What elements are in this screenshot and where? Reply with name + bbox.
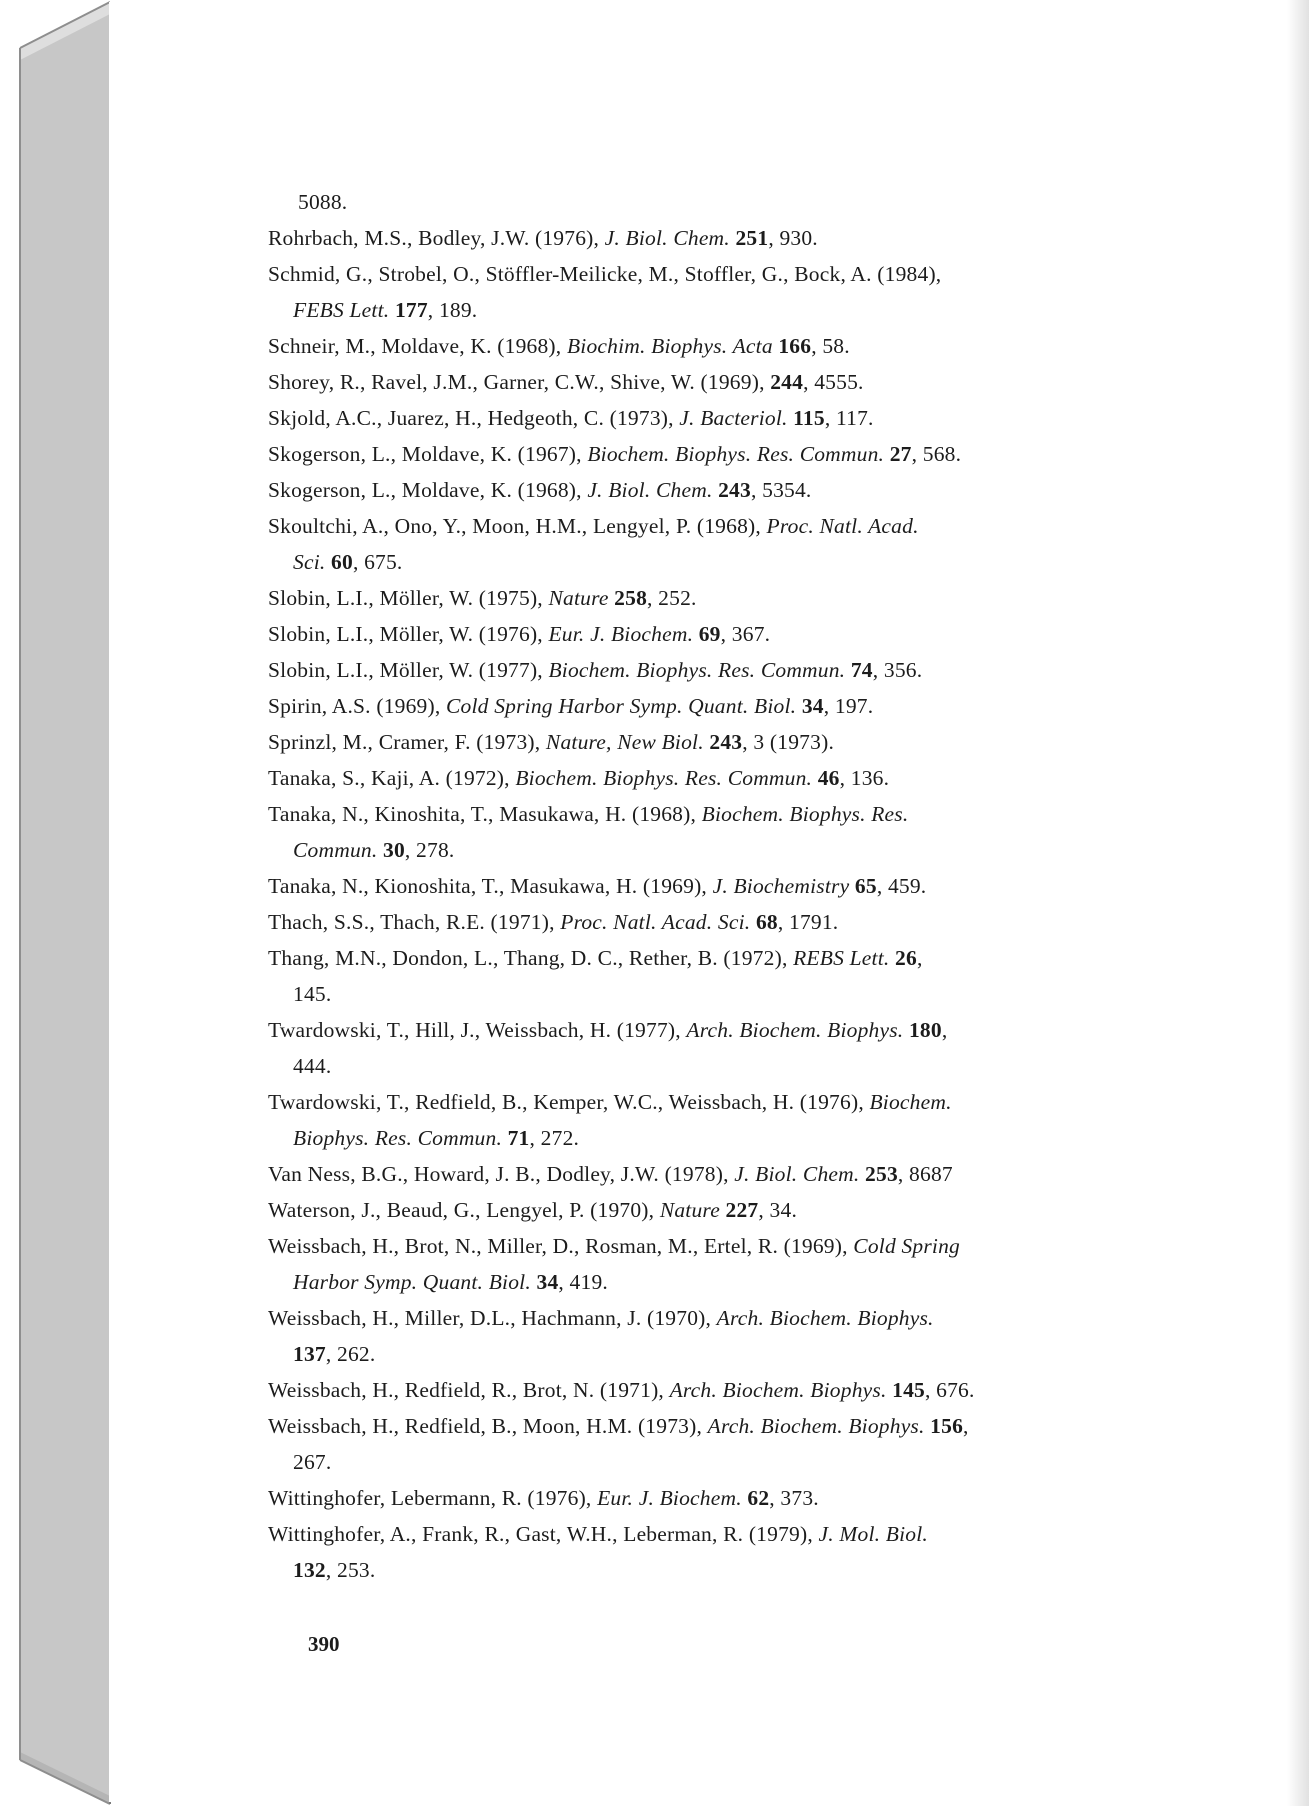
reference-line [268,1264,1168,1300]
reference-line [268,1192,1168,1228]
reference-entry [268,688,1168,724]
reference-line [268,652,1168,688]
reference-entry [268,724,1168,760]
volume-number: 166 [778,334,812,358]
reference-entry [268,328,1168,364]
journal-name: Biochem. Biophys. Res. Commun. [548,658,846,682]
citation-text: , 58. [811,334,850,358]
citation-text: Skogerson, L., Moldave, K. (1967), [268,442,588,466]
citation-text: Wittinghofer, A., Frank, R., Gast, W.H., Leberman, R. (1979), [268,1522,819,1546]
reference-line [268,1048,1168,1084]
reference-line [268,1300,1168,1336]
citation-text: , 34. [758,1198,798,1222]
volume-number: 243 [718,478,751,502]
journal-name: Nature [548,586,609,610]
citation-text: 444. [293,1054,332,1078]
citation-text: , 356. [872,658,923,682]
citation-text: 145. [293,982,332,1006]
journal-name: Harbor Symp. Quant. Biol. [293,1270,531,1294]
citation-text: , [963,1414,969,1438]
citation-text: Tanaka, S., Kaji, A. (1972), [268,766,516,790]
volume-number: 258 [614,586,648,610]
journal-name: Biochim. Biophys. Acta [566,334,773,358]
reference-line [268,1156,1168,1192]
reference-line [268,796,1168,832]
journal-name: Arch. Biochem. Biophys. [716,1306,934,1330]
journal-name: Biochem. [869,1090,952,1114]
volume-number: 30 [383,838,405,862]
journal-name: Nature [659,1198,720,1222]
journal-name: J. Bacteriol. [679,406,788,430]
volume-number: 65 [854,874,877,898]
page-edge-shadow [1287,0,1309,1806]
citation-text: , 189. [427,298,478,322]
citation-text: Skogerson, L., Moldave, K. (1968), [268,478,588,502]
reference-line [268,832,1168,868]
reference-entry [268,1084,1168,1156]
journal-name: Biochem. Biophys. Res. Commun. [587,442,885,466]
citation-text: , [941,1018,948,1042]
journal-name: J. Biol. Chem. [734,1162,860,1186]
reference-entry [268,760,1168,796]
reference-entry [268,868,1168,904]
journal-name: Biophys. Res. Commun. [293,1126,503,1150]
reference-entry [268,940,1168,1012]
citation-text: , 136. [839,766,890,790]
citation-text: Tanaka, N., Kinoshita, T., Masukawa, H. (1968), [268,802,702,826]
reference-line [268,1336,1168,1372]
volume-number: 244 [770,370,804,394]
reference-line [268,472,1168,508]
citation-text: , 3 (1973). [742,730,835,754]
citation-text: Shorey, R., Ravel, J.M., Garner, C.W., Shive, W. (1969), [268,370,771,394]
reference-entry [268,1012,1168,1084]
journal-name: REBS Lett. [793,946,890,970]
citation-text: Wittinghofer, Lebermann, R. (1976), [268,1486,598,1510]
citation-text: , 252. [647,586,697,610]
continuation-text: 5088. [298,190,348,214]
references-container [268,220,1168,1588]
reference-entry [268,1192,1168,1228]
citation-text: Slobin, L.I., Möller, W. (1975), [268,586,549,610]
reference-line [268,616,1168,652]
citation-text: 267. [293,1450,332,1474]
volume-number: 27 [889,442,912,466]
citation-text: Waterson, J., Beaud, G., Lengyel, P. (1970), [268,1198,660,1222]
page-number: 390 [308,1632,340,1656]
reference-line [268,868,1168,904]
citation-text: , 676. [924,1378,975,1402]
citation-text: , 8687 [897,1162,953,1186]
reference-line [268,544,1168,580]
reference-entry [268,904,1168,940]
reference-line [268,1084,1168,1120]
volume-number: 177 [394,298,428,322]
reference-line [268,1516,1168,1552]
citation-text: , 4555. [803,370,864,394]
volume-number: 46 [817,766,840,790]
journal-name: Proc. Natl. Acad. [766,514,919,538]
volume-number: 145 [892,1378,925,1402]
volume-number: 74 [850,658,873,682]
volume-number: 115 [793,406,825,430]
reference-line [268,1444,1168,1480]
reference-entry [268,256,1168,328]
reference-entry [268,508,1168,580]
reference-list [268,184,1168,1588]
volume-number: 62 [747,1486,770,1510]
citation-text: Rohrbach, M.S., Bodley, J.W. (1976), [268,226,605,250]
citation-text: , 1791. [777,910,839,934]
journal-name: Eur. J. Biochem. [597,1486,742,1510]
citation-text: Weissbach, H., Redfield, R., Brot, N. (1971), [268,1378,670,1402]
citation-text: Sprinzl, M., Cramer, F. (1973), [268,730,546,754]
reference-line [268,400,1168,436]
reference-entry [268,796,1168,868]
citation-text: Weissbach, H., Brot, N., Miller, D., Rosman, M., Ertel, R. (1969), [268,1234,854,1258]
citation-text: , 419. [558,1270,608,1294]
reference-line [268,220,1168,256]
reference-entry [268,1300,1168,1372]
journal-name: Commun. [293,838,378,862]
reference-line [268,508,1168,544]
citation-text: , 459. [876,874,927,898]
volume-number: 243 [709,730,743,754]
volume-number: 68 [755,910,778,934]
reference-entry [268,652,1168,688]
reference-line [268,688,1168,724]
journal-name: Arch. Biochem. Biophys. [707,1414,925,1438]
citation-text: , 373. [769,1486,819,1510]
reference-entry [268,436,1168,472]
reference-entry [268,1156,1168,1192]
journal-name: Arch. Biochem. Biophys. [686,1018,904,1042]
citation-text: , 117. [824,406,874,430]
volume-number: 26 [895,946,917,970]
citation-text: , 568. [911,442,962,466]
volume-number: 227 [725,1198,759,1222]
journal-name: Sci. [293,550,326,574]
volume-number: 71 [507,1126,530,1150]
volume-number: 60 [331,550,353,574]
citation-text: , [916,946,923,970]
journal-name: Proc. Natl. Acad. Sci. [560,910,751,934]
citation-text: , 197. [823,694,874,718]
citation-text: , 930. [768,226,818,250]
book-spine [0,0,112,1806]
journal-name: Eur. J. Biochem. [548,622,694,646]
reference-line [268,976,1168,1012]
reference-entry [268,400,1168,436]
journal-name: Biochem. Biophys. Res. [701,802,909,826]
citation-text: Skoultchi, A., Ono, Y., Moon, H.M., Lengyel, P. (1968), [268,514,767,538]
citation-text: , 253. [325,1558,376,1582]
journal-name: Biochem. Biophys. Res. Commun. [515,766,813,790]
reference-line [268,904,1168,940]
citation-text: , 278. [404,838,455,862]
reference-line [268,1552,1168,1588]
reference-entry [268,580,1168,616]
reference-entry [268,1372,1168,1408]
reference-line [268,1372,1168,1408]
citation-text: , 367. [720,622,771,646]
journal-name: J. Biol. Chem. [587,478,713,502]
volume-number: 34 [801,694,824,718]
citation-text: Twardowski, T., Hill, J., Weissbach, H. (1977), [268,1018,687,1042]
journal-name: J. Biol. Chem. [604,226,730,250]
reference-entry [268,1480,1168,1516]
journal-name: Arch. Biochem. Biophys. [669,1378,887,1402]
reference-line [268,328,1168,364]
reference-line [268,256,1168,292]
citation-text: , 262. [325,1342,376,1366]
reference-line [268,364,1168,400]
citation-text: Twardowski, T., Redfield, B., Kemper, W.C., Weissbach, H. (1976), [268,1090,870,1114]
reference-entry [268,220,1168,256]
reference-line [268,580,1168,616]
citation-text: Spirin, A.S. (1969), [268,694,447,718]
journal-name: FEBS Lett. [293,298,390,322]
volume-number: 69 [698,622,721,646]
citation-text: Weissbach, H., Miller, D.L., Hachmann, J. (1970), [268,1306,717,1330]
volume-number: 180 [908,1018,942,1042]
citation-text: , 272. [529,1126,580,1150]
reference-entry [268,1228,1168,1300]
citation-text: Tanaka, N., Kionoshita, T., Masukawa, H. (1969), [268,874,713,898]
reference-line [268,1408,1168,1444]
reference-line [268,1012,1168,1048]
reference-line [268,1120,1168,1156]
volume-number: 34 [536,1270,559,1294]
journal-name: Nature, New Biol. [545,730,704,754]
reference-entry [268,364,1168,400]
reference-line [268,1228,1168,1264]
volume-number: 156 [930,1414,964,1438]
citation-text: Slobin, L.I., Möller, W. (1976), [268,622,549,646]
citation-text: , 5354. [750,478,812,502]
volume-number: 137 [293,1342,326,1366]
journal-name: J. Biochemistry [712,874,850,898]
citation-text: Skjold, A.C., Juarez, H., Hedgeoth, C. (1973), [268,406,680,430]
volume-number: 251 [735,226,769,250]
reference-entry [268,472,1168,508]
citation-text: Van Ness, B.G., Howard, J. B., Dodley, J.W. (1978), [268,1162,735,1186]
reference-line [268,940,1168,976]
volume-number: 132 [293,1558,326,1582]
citation-text: Thach, S.S., Thach, R.E. (1971), [268,910,561,934]
reference-line [268,760,1168,796]
citation-text: Weissbach, H., Redfield, B., Moon, H.M. (1973), [268,1414,708,1438]
citation-text: Slobin, L.I., Möller, W. (1977), [268,658,549,682]
citation-text: , 675. [352,550,403,574]
volume-number: 253 [865,1162,898,1186]
reference-entry [268,616,1168,652]
reference-line [268,436,1168,472]
citation-text: Schmid, G., Strobel, O., Stöffler-Meilicke, M., Stoffler, G., Bock, A. (1984), [268,262,942,286]
reference-line [268,724,1168,760]
journal-name: Cold Spring Harbor Symp. Quant. Biol. [446,694,797,718]
reference-line [268,292,1168,328]
journal-name: Cold Spring [853,1234,961,1258]
reference-line [268,1480,1168,1516]
citation-text: Thang, M.N., Dondon, L., Thang, D. C., Rether, B. (1972), [268,946,794,970]
journal-name: J. Mol. Biol. [818,1522,928,1546]
reference-entry [268,1516,1168,1588]
reference-entry [268,1408,1168,1480]
citation-text: Schneir, M., Moldave, K. (1968), [268,334,567,358]
